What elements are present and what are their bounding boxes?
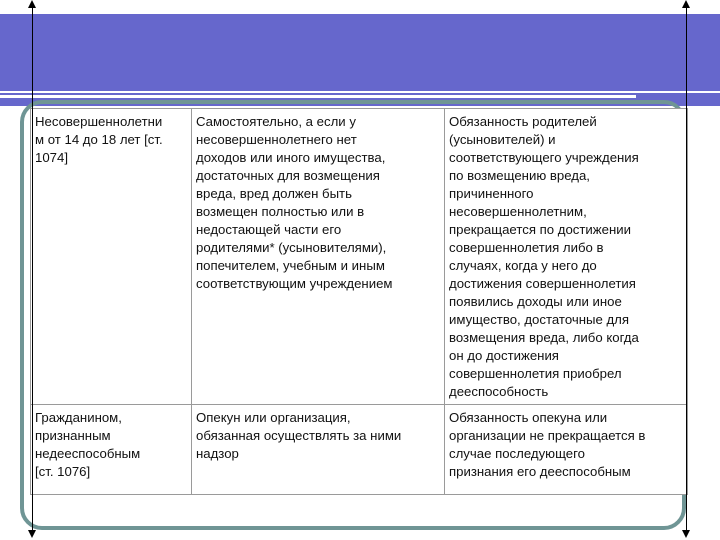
table-row bbox=[31, 109, 688, 405]
right-guide-arrow-top bbox=[682, 0, 690, 8]
liability-table bbox=[30, 108, 688, 495]
right-guide-line bbox=[686, 6, 687, 534]
left-guide-line bbox=[32, 6, 33, 534]
table-cell-obligation: Обязанность опекуна или организации не прекращается в случае последующего признания его дееспособным bbox=[445, 405, 688, 495]
table-cell-subject: Гражданином, признанным недееспособным [ст. 1076] bbox=[31, 405, 192, 495]
table-row bbox=[31, 405, 688, 495]
left-guide-arrow-top bbox=[28, 0, 36, 8]
table-cell-subject: Несовершеннолетни м от 14 до 18 лет [ст. 1074] bbox=[31, 109, 192, 405]
header-divider-line bbox=[0, 91, 720, 93]
table-cell-who-compensates: Опекун или организация, обязанная осуществлять за ними надзор bbox=[192, 405, 445, 495]
right-guide-arrow-bottom bbox=[682, 530, 690, 538]
table-cell-who-compensates: Самостоятельно, а если у несовершеннолетнего нет доходов или иного имущества, достаточных для возмещения вреда, вред должен быть возмещен полностью или в недостающей части его родителями* (усыновителями), попечителем, учебным и иным соответствующим учреждением bbox=[192, 109, 445, 405]
header-divider-line-short bbox=[0, 95, 636, 98]
left-guide-arrow-bottom bbox=[28, 530, 36, 538]
table-cell-obligation: Обязанность родителей (усыновителей) и соответствующего учреждения по возмещению вреда, причиненного несовершеннолетним, прекращается по достижении совершеннолетия либо в случаях, когда у него до достижения совершеннолетия появились доходы или иное имущество, достаточные для возмещения вреда, либо когда он до достижения совершеннолетия приобрел дееспособность bbox=[445, 109, 688, 405]
